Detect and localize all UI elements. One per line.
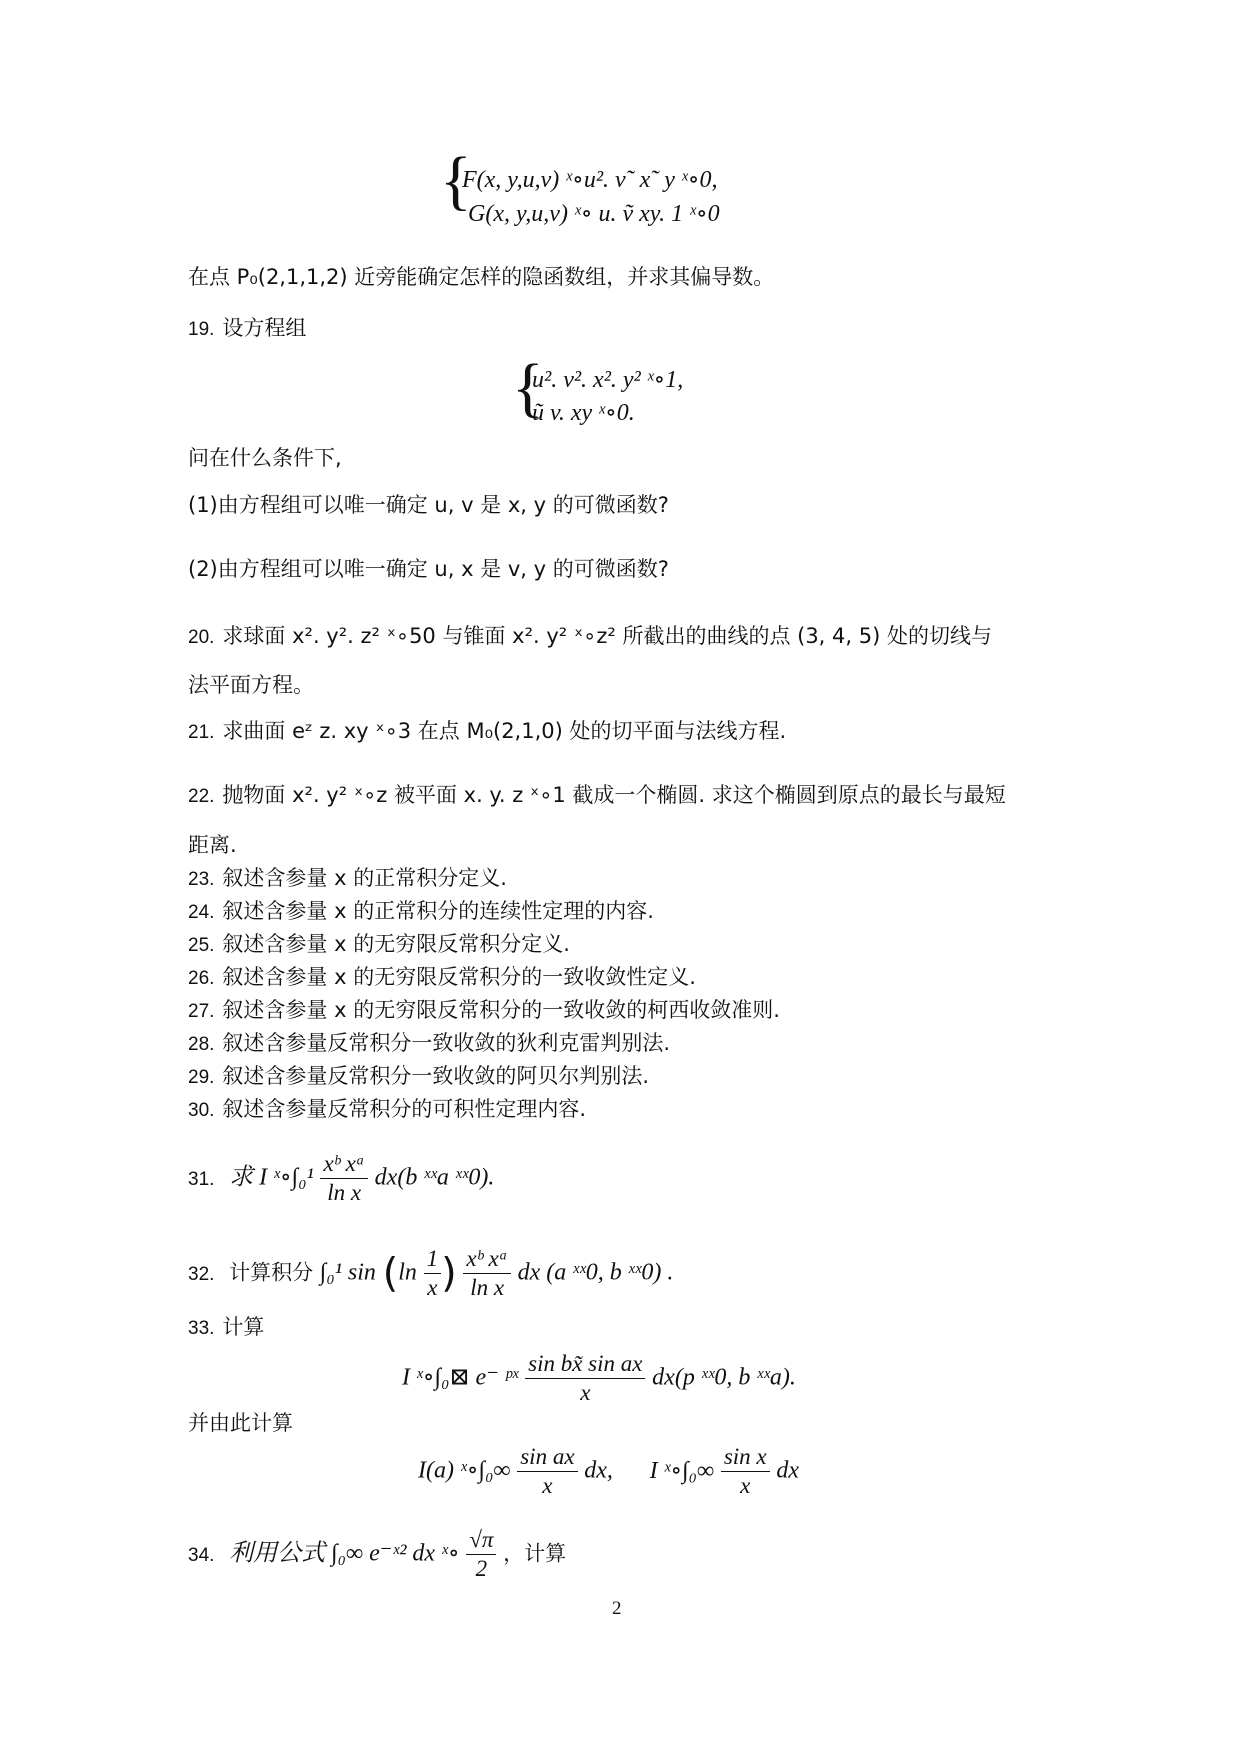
formula-part: dx	[776, 1457, 799, 1484]
formula-lead: I ˣ∘∫₀⊠ e⁻ ᵖˣ	[402, 1364, 519, 1391]
formula-part: I ˣ∘∫₀∞	[649, 1457, 715, 1484]
question-number: 29.	[188, 1067, 215, 1088]
system-18-row-1: F(x, y,u,v) ˣ∘u². v˜ x˜ y ˣ∘0,	[462, 167, 718, 193]
fraction	[320, 1150, 368, 1207]
fraction-denominator: ln x	[470, 1275, 505, 1300]
fraction-numerator: √π	[466, 1526, 496, 1555]
fraction	[517, 1443, 577, 1500]
question-22	[188, 780, 1006, 812]
question-23	[188, 863, 507, 895]
question-text: 叙述含参量 x 的正常积分的连续性定理的内容.	[222, 899, 654, 923]
formula-33	[402, 1350, 796, 1407]
point-p0-line: 在点 P₀(2,1,1,2) 近旁能确定怎样的隐函数组，并求其偏导数。	[188, 265, 775, 289]
question-34	[188, 1526, 566, 1583]
question-text: 计算	[222, 1315, 265, 1339]
formula-tail: dx(b ˣˣa ˣˣ0).	[374, 1164, 495, 1191]
question-text: 计算积分	[229, 1260, 314, 1285]
fraction-numerator: sin bx̃ sin ax	[525, 1350, 645, 1379]
formula-33-followup	[418, 1443, 799, 1500]
question-number: 25.	[188, 935, 215, 956]
question-text: 叙述含参量反常积分一致收敛的狄利克雷判别法.	[222, 1031, 671, 1055]
question-19-part-2: (2)由方程组可以唯一确定 u, x 是 v, y 的可微函数?	[188, 557, 669, 581]
page-number: 2	[612, 1598, 622, 1619]
fraction-denominator: 2	[475, 1556, 488, 1581]
question-text: 叙述含参量 x 的无穷限反常积分的一致收敛性定义.	[222, 965, 696, 989]
question-number: 27.	[188, 1001, 215, 1022]
question-19-part-1: (1)由方程组可以唯一确定 u, v 是 x, y 的可微函数?	[188, 493, 669, 517]
question-22-continuation: 距离.	[188, 833, 237, 857]
question-number: 23.	[188, 869, 215, 890]
question-27	[188, 995, 780, 1027]
question-text: 叙述含参量 x 的正常积分定义.	[222, 866, 507, 890]
question-20-continuation: 法平面方程。	[188, 673, 314, 697]
fraction-numerator: 1	[424, 1245, 442, 1274]
question-24	[188, 896, 654, 928]
question-number: 32.	[188, 1263, 215, 1285]
formula-tail: dx (a ˣˣ0, b ˣˣ0) .	[517, 1259, 674, 1286]
left-brace: {	[512, 351, 544, 424]
question-number: 31.	[188, 1168, 215, 1190]
fraction-denominator: x	[740, 1473, 751, 1498]
question-number: 20.	[188, 627, 215, 648]
formula-part: I(a) ˣ∘∫₀∞	[418, 1457, 511, 1484]
fraction-denominator: x	[427, 1275, 438, 1300]
question-number: 19.	[188, 319, 215, 340]
question-number: 33.	[188, 1318, 215, 1339]
formula-lead: 利用公式 ∫₀∞ e⁻ˣ² dx ˣ∘	[229, 1540, 460, 1567]
question-26	[188, 962, 696, 994]
fraction-numerator: sin ax	[517, 1443, 577, 1472]
system-18-row-2: G(x, y,u,v) ˣ∘ u. ṽ xy. 1 ˣ∘0	[468, 201, 720, 227]
system-19-row-1: u². v². x². y² ˣ∘1,	[532, 367, 684, 393]
fraction	[463, 1245, 511, 1302]
question-text: 叙述含参量反常积分一致收敛的阿贝尔判别法.	[222, 1064, 650, 1088]
ln-symbol: ln	[398, 1259, 417, 1286]
fraction-numerator: xᵇ xᵃ	[463, 1245, 511, 1274]
question-33-followup: 并由此计算	[188, 1411, 293, 1435]
fraction	[424, 1245, 442, 1302]
question-number: 28.	[188, 1034, 215, 1055]
fraction	[525, 1350, 645, 1407]
question-number: 34.	[188, 1544, 215, 1566]
question-number: 26.	[188, 968, 215, 989]
question-28	[188, 1028, 670, 1060]
question-text: 设方程组	[222, 316, 307, 340]
fraction-numerator: sin x	[721, 1443, 770, 1472]
question-text: 求球面 x². y². z² ˣ∘50 与锥面 x². y² ˣ∘z² 所截出的曲线的点 (3, 4, 5) 处的切线与	[222, 624, 992, 648]
question-21	[188, 716, 786, 748]
question-text: 抛物面 x². y² ˣ∘z 被平面 x. y. z ˣ∘1 截成一个椭圆. 求这个椭圆到原点的最长与最短	[222, 783, 1006, 807]
left-brace: {	[440, 144, 472, 217]
question-number: 22.	[188, 786, 215, 807]
question-text: 求曲面 eᶻ z. xy ˣ∘3 在点 M₀(2,1,0) 处的切平面与法线方程.	[222, 719, 787, 743]
question-31	[188, 1150, 494, 1207]
question-number: 21.	[188, 722, 215, 743]
formula-lead: 求 I ˣ∘∫₀¹	[229, 1164, 314, 1191]
question-text: 叙述含参量 x 的无穷限反常积分的一致收敛的柯西收敛准则.	[222, 998, 780, 1022]
question-number: 24.	[188, 902, 215, 923]
fraction-denominator: x	[542, 1473, 553, 1498]
fraction-denominator: x	[580, 1380, 591, 1405]
left-paren: (	[382, 1250, 399, 1297]
system-19-row-2: ũ v. xy ˣ∘0.	[532, 400, 635, 426]
integral-sin: ∫₀¹ sin	[319, 1259, 376, 1286]
formula-tail: ，计算	[503, 1541, 567, 1566]
question-29	[188, 1061, 649, 1093]
question-30	[188, 1094, 586, 1126]
question-19	[188, 313, 306, 345]
question-text: 叙述含参量反常积分的可积性定理内容.	[222, 1097, 587, 1121]
question-25	[188, 929, 570, 961]
question-number: 30.	[188, 1100, 215, 1121]
formula-tail: dx(p ˣˣ0, b ˣˣa).	[652, 1364, 796, 1391]
question-text: 叙述含参量 x 的无穷限反常积分定义.	[222, 932, 570, 956]
fraction-denominator: ln x	[327, 1180, 362, 1205]
fraction-numerator: xᵇ xᵃ	[320, 1150, 368, 1179]
right-paren: )	[441, 1250, 457, 1297]
question-19-prompt: 问在什么条件下,	[188, 446, 342, 470]
formula-part: dx,	[584, 1457, 613, 1484]
question-33	[188, 1312, 264, 1344]
fraction	[466, 1526, 496, 1583]
question-32	[188, 1245, 673, 1302]
question-20	[188, 621, 992, 653]
fraction	[721, 1443, 770, 1500]
